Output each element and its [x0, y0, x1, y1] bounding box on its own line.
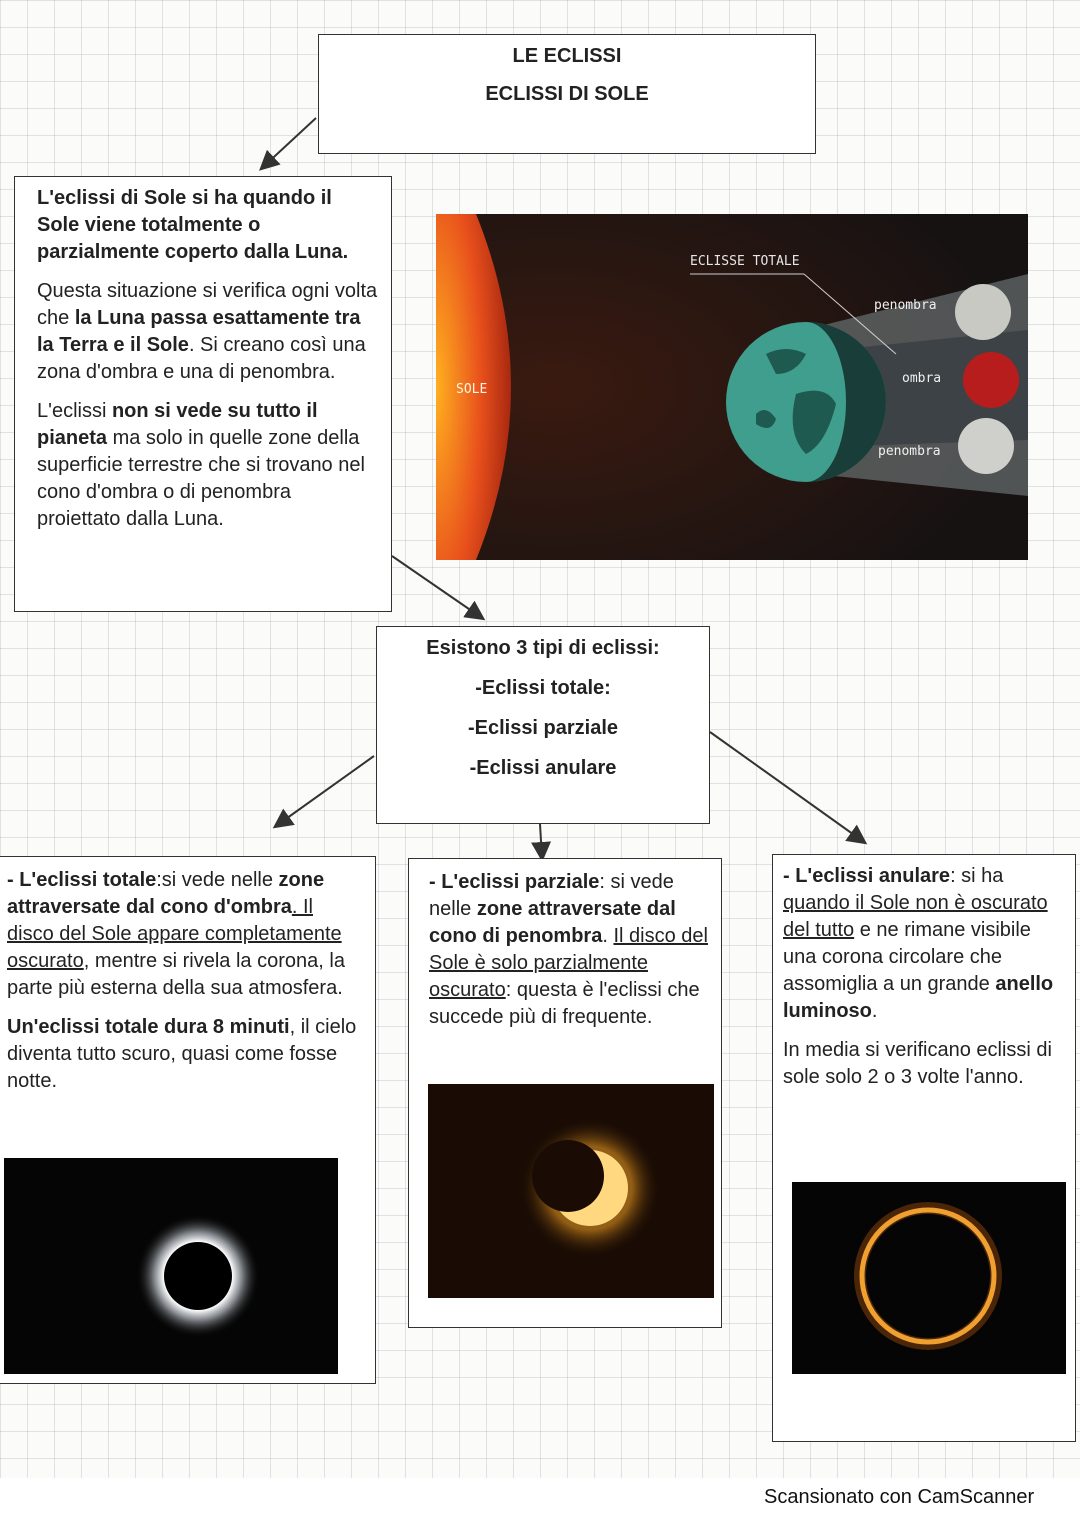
page-title: LE ECLISSI — [512, 45, 622, 67]
total-eclipse-moon-disc — [164, 1242, 232, 1310]
partial-eclipse-moon — [532, 1140, 604, 1212]
moon-penumbra-bottom — [958, 418, 1014, 474]
page-subtitle: ECLISSI DI SOLE — [485, 83, 649, 105]
arrow-types-to-anulare — [710, 732, 864, 842]
diagram-label-sun: SOLE — [456, 382, 488, 397]
total-eclipse-duration: Un'eclissi totale dura 8 minuti, il cielo diventa tutto scuro, quasi come fosse notte. — [7, 1016, 357, 1092]
moon-penumbra-top — [955, 284, 1011, 340]
partial-eclipse-text: - L'eclissi parziale: si vede nelle zone attraversate dal cono di penombra. Il disco del Sole è solo parzialmente oscurato: questa è l'eclissi che succede più di frequente. — [429, 871, 708, 1028]
arrow-intro-to-types — [392, 556, 482, 618]
diagram-label-penumbra-top: penombra — [874, 298, 937, 313]
partial-eclipse-photo — [428, 1084, 714, 1298]
total-eclipse-photo — [4, 1158, 338, 1374]
total-eclipse-text: - L'eclissi totale:si vede nelle zone attraversate dal cono d'ombra. Il disco del Sole appare completamente oscurato, mentre si rivela la corona, la parte più esterna della sua atmosfera. — [7, 869, 345, 999]
type-item-total: -Eclissi totale: — [475, 677, 611, 699]
moon-umbra — [963, 352, 1019, 408]
title-box — [318, 34, 816, 154]
intro-paragraph-3: L'eclissi non si vede su tutto il pianeta ma solo in quelle zone della superficie terrestre che si trovano nel cono d'ombra o di penombra proiettato dalla Luna. — [37, 400, 365, 530]
total-eclipse-diagram — [436, 214, 1028, 560]
intro-paragraph-2: Questa situazione si verifica ogni volta che la Luna passa esattamente tra la Terra e il Sole. Si creano così una zona d'ombra e una di penombra. — [37, 280, 378, 383]
annular-eclipse-frequency: In media si verificano eclissi di sole solo 2 o 3 volte l'anno. — [783, 1039, 1052, 1088]
diagram-label-penumbra-bottom: penombra — [878, 444, 941, 459]
scanner-watermark: Scansionato con CamScanner — [764, 1486, 1035, 1508]
arrow-types-to-parziale — [540, 824, 542, 858]
diagram-label-title: ECLISSE TOTALE — [690, 254, 800, 269]
arrow-types-to-totale — [276, 756, 374, 826]
types-heading: Esistono 3 tipi di eclissi: — [426, 637, 660, 659]
intro-definition: L'eclissi di Sole si ha quando il Sole viene totalmente o parzialmente coperto dalla Luna. — [37, 187, 349, 263]
type-item-annular: -Eclissi anulare — [469, 757, 617, 779]
types-box — [376, 626, 710, 824]
diagram-label-umbra: ombra — [902, 371, 942, 386]
annular-eclipse-photo — [792, 1182, 1066, 1374]
type-item-partial: -Eclissi parziale — [467, 717, 619, 739]
annular-eclipse-ring — [862, 1210, 994, 1342]
intro-box — [14, 176, 392, 612]
annular-eclipse-text: - L'eclissi anulare: si ha quando il Sole non è oscurato del tutto e ne rimane visibile una corona circolare che assomiglia a un grande anello luminoso. — [783, 865, 1054, 1022]
arrow-title-to-intro — [262, 118, 316, 168]
